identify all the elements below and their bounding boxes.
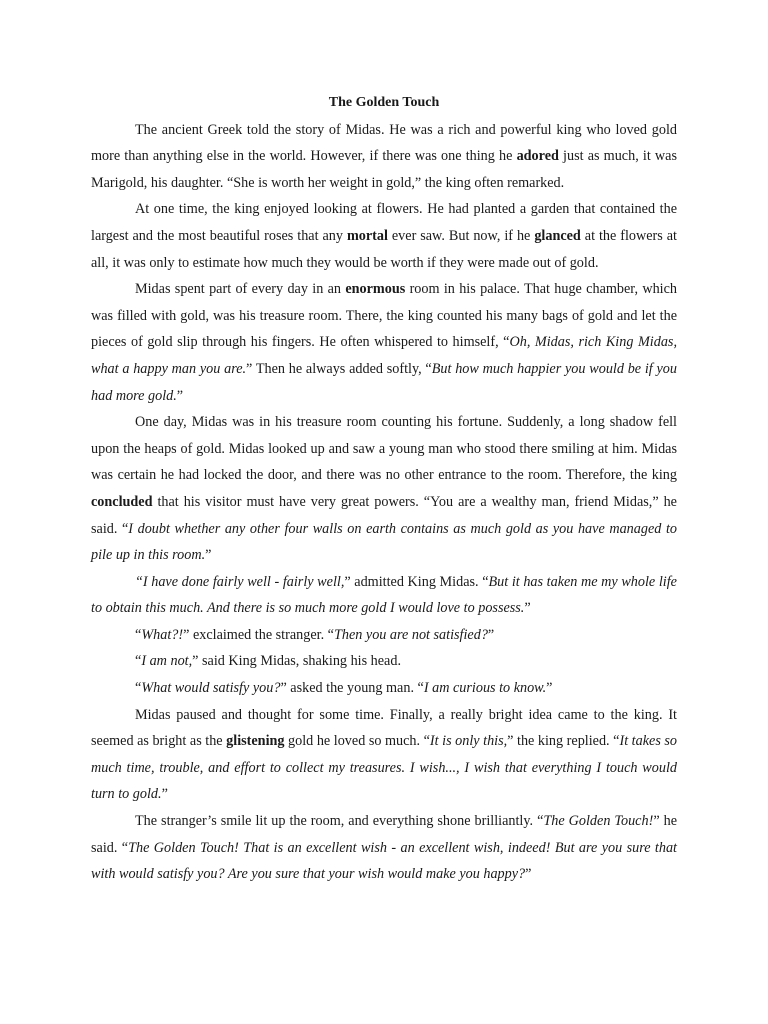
italic-dialogue: The Golden Touch! bbox=[543, 813, 654, 830]
text-run: ” said King Midas, shaking his head. bbox=[192, 653, 401, 670]
text-run: ” bbox=[487, 626, 495, 643]
text-run: One day, Midas was in his treasure room counting his fortune. Suddenly, a long shadow fell upon the heaps of gold. Midas looked up and saw a young man who stood there smiling at him. Midas was certain he had locked the door, and there was no other entrance to the room. Therefore, the king bbox=[91, 414, 677, 484]
text-run: that his visitor must have very great powers. “You are a wealthy man, friend Midas,” he said. “ bbox=[91, 493, 677, 537]
italic-dialogue: It is only this, bbox=[429, 733, 508, 750]
text-run: ” admitted King Midas. “ bbox=[344, 573, 489, 590]
text-run: “ bbox=[135, 653, 142, 670]
paragraph-9 bbox=[91, 702, 677, 808]
paragraph-7 bbox=[91, 648, 677, 675]
text-run: “ bbox=[135, 680, 142, 697]
text-run: ” asked the young man. “ bbox=[280, 680, 424, 697]
italic-dialogue: Then you are not satisfied? bbox=[333, 626, 488, 643]
paragraph-3 bbox=[91, 276, 677, 409]
paragraph-4 bbox=[91, 409, 677, 569]
bold-vocabulary-word: concluded bbox=[91, 493, 153, 510]
paragraph-10 bbox=[91, 808, 677, 888]
italic-dialogue: I doubt whether any other four walls on earth contains as much gold as you have managed to pile up in this room. bbox=[91, 520, 677, 564]
bold-vocabulary-word: enormous bbox=[345, 281, 406, 298]
italic-dialogue: But it has taken me my whole life to obtain this much. And there is so much more gold I would love to possess. bbox=[91, 573, 677, 617]
italic-dialogue: I am not, bbox=[141, 653, 193, 670]
bold-vocabulary-word: glanced bbox=[534, 227, 581, 244]
text-run: ” bbox=[161, 786, 168, 803]
text-run: ” the king replied. “ bbox=[507, 733, 620, 750]
text-run: ” bbox=[176, 387, 184, 404]
text-run: ” bbox=[524, 600, 531, 617]
italic-dialogue: I am curious to know. bbox=[423, 680, 547, 697]
text-run: room in his palace. That huge chamber, which was filled with gold, was his treasure room. There, the king counted his many bags of gold and let the pieces of gold slip through his fingers. He often whispered to himself, “ bbox=[91, 281, 677, 351]
text-run: gold he loved so much. “ bbox=[284, 733, 430, 750]
text-run: ever saw. But now, if he bbox=[387, 227, 535, 244]
text-run: Midas paused and thought for some time. Finally, a really bright idea came to the king. It seemed as bright as the bbox=[91, 706, 677, 750]
paragraph-6 bbox=[91, 622, 677, 649]
italic-dialogue: The Golden Touch! That is an excellent wish - an excellent wish, indeed! But are you sure that with would satisfy you? Are you sure that your wish would make you happy? bbox=[91, 839, 677, 883]
text-run: ” bbox=[546, 680, 553, 697]
italic-dialogue: “I have done fairly well - fairly well, bbox=[135, 573, 345, 590]
italic-dialogue: But how much happier you would be if you had more gold. bbox=[91, 360, 677, 404]
text-run: ” exclaimed the stranger. “ bbox=[183, 626, 334, 643]
italic-dialogue: What would satisfy you? bbox=[141, 680, 281, 697]
italic-dialogue: It takes so much time, trouble, and effort to collect my treasures. I wish..., I wish that everything I touch would turn to gold. bbox=[91, 733, 677, 803]
paragraph-8 bbox=[91, 675, 677, 702]
document-body bbox=[91, 117, 677, 888]
text-run: ” Then he always added softly, “ bbox=[246, 360, 432, 377]
text-run: ” bbox=[205, 547, 212, 564]
text-run: at the flowers at all, it was only to estimate how much they would be worth if they were made out of gold. bbox=[91, 227, 677, 271]
bold-vocabulary-word: glistening bbox=[226, 733, 285, 750]
text-run: ” he said. “ bbox=[91, 813, 677, 856]
italic-dialogue: Oh, Midas, rich King Midas, what a happy man you are. bbox=[91, 334, 677, 377]
text-run: “ bbox=[135, 626, 142, 643]
text-run: The ancient Greek told the story of Midas. He was a rich and powerful king who loved gold more than anything else in the world. However, if there was one thing he bbox=[91, 121, 677, 165]
italic-dialogue: What?! bbox=[141, 626, 184, 643]
text-run: The stranger’s smile lit up the room, and everything shone brilliantly. “ bbox=[135, 813, 544, 830]
bold-vocabulary-word: mortal bbox=[346, 227, 388, 244]
text-run: Midas spent part of every day in an bbox=[135, 281, 346, 298]
paragraph-5 bbox=[91, 569, 677, 622]
bold-vocabulary-word: adored bbox=[516, 148, 559, 165]
text-run: At one time, the king enjoyed looking at flowers. He had planted a garden that contained the largest and the most beautiful roses that any bbox=[91, 201, 677, 244]
text-run: ” bbox=[525, 866, 532, 883]
paragraph-2 bbox=[91, 196, 677, 276]
document-title: The Golden Touch bbox=[328, 95, 440, 110]
paragraph-1 bbox=[91, 117, 677, 197]
text-run: just as much, it was Marigold, his daughter. “She is worth her weight in gold,” the king often remarked. bbox=[91, 148, 677, 191]
